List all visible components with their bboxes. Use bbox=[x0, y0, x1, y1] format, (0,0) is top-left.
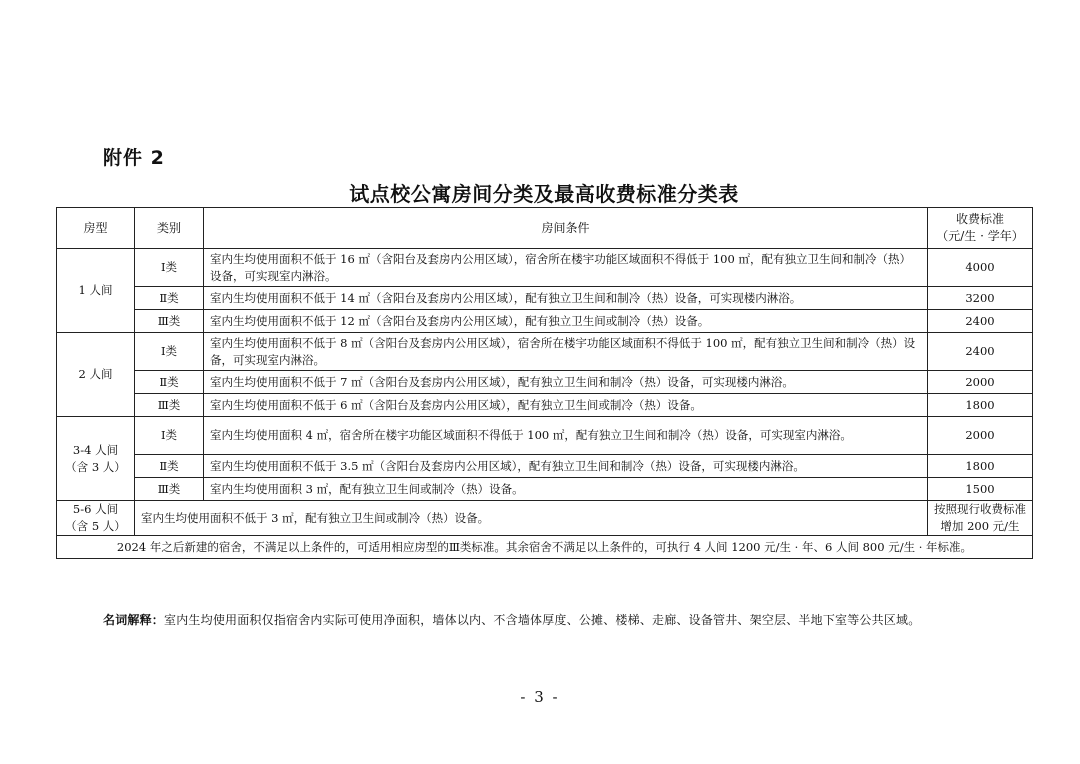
table-row bbox=[57, 249, 1033, 287]
category-cell: Ⅲ类 bbox=[135, 310, 204, 333]
fee-cell: 2400 bbox=[928, 333, 1033, 371]
fee-table bbox=[56, 207, 1033, 559]
category-cell: Ⅲ类 bbox=[135, 394, 204, 417]
table-row bbox=[57, 478, 1033, 501]
fee-line2: 增加 200 元/生 bbox=[940, 519, 1020, 533]
fee-cell bbox=[928, 501, 1033, 536]
condition-cell: 室内生均使用面积不低于 7 ㎡（含阳台及套房内公用区域），配有独立卫生间和制冷（热）设备，可实现楼内淋浴。 bbox=[204, 371, 928, 394]
condition-cell: 室内生均使用面积不低于 6 ㎡（含阳台及套房内公用区域），配有独立卫生间或制冷（热）设备。 bbox=[204, 394, 928, 417]
condition-cell: 室内生均使用面积 4 ㎡，宿舍所在楼宇功能区域面积不得低于 100 ㎡，配有独立卫生间和制冷（热）设备，可实现室内淋浴。 bbox=[204, 417, 928, 455]
fee-cell: 2000 bbox=[928, 371, 1033, 394]
table-header-row bbox=[57, 208, 1033, 249]
condition-cell: 室内生均使用面积 3 ㎡，配有独立卫生间或制冷（热）设备。 bbox=[204, 478, 928, 501]
room-type-label: 2 人间 bbox=[78, 367, 113, 381]
fee-cell: 1800 bbox=[928, 455, 1033, 478]
fee-line1: 按照现行收费标准 bbox=[934, 502, 1026, 516]
condition-cell: 室内生均使用面积不低于 3.5 ㎡（含阳台及套房内公用区域），配有独立卫生间和制冷（热）设备，可实现楼内淋浴。 bbox=[204, 455, 928, 478]
header-room-type: 房型 bbox=[57, 208, 135, 249]
room-type-cell bbox=[57, 417, 135, 501]
page-number: - 3 - bbox=[520, 688, 560, 706]
header-conditions: 房间条件 bbox=[204, 208, 928, 249]
header-fee-line1: 收费标准 bbox=[955, 212, 1004, 226]
table-row bbox=[57, 310, 1033, 333]
condition-cell: 室内生均使用面积不低于 16 ㎡（含阳台及套房内公用区域），宿舍所在楼宇功能区域面积不得低于 100 ㎡，配有独立卫生间和制冷（热）设备，可实现室内淋浴。 bbox=[204, 249, 928, 287]
fee-cell: 1500 bbox=[928, 478, 1033, 501]
room-type-sublabel: （含 3 人） bbox=[65, 459, 126, 474]
condition-cell: 室内生均使用面积不低于 14 ㎡（含阳台及套房内公用区域），配有独立卫生间和制冷（热）设备，可实现楼内淋浴。 bbox=[204, 287, 928, 310]
room-type-cell bbox=[57, 333, 135, 417]
explanation-text: 室内生均使用面积仅指宿舍内实际可使用净面积，墙体以内、不含墙体厚度、公摊、楼梯、走廊、设备管井、架空层、半地下室等公共区域。 bbox=[164, 613, 921, 627]
table-row bbox=[57, 287, 1033, 310]
table-row bbox=[57, 501, 1033, 536]
header-category: 类别 bbox=[135, 208, 204, 249]
category-cell: Ⅱ类 bbox=[135, 371, 204, 394]
footnote-cell: 2024 年之后新建的宿舍，不满足以上条件的，可适用相应房型的Ⅲ类标准。其余宿舍不满足以上条件的，可执行 4 人间 1200 元/生 · 年、6 人间 800 元/生 · 年标准。 bbox=[57, 536, 1033, 559]
annex-label: 附件 2 bbox=[103, 147, 165, 169]
fee-cell: 2000 bbox=[928, 417, 1033, 455]
term-explanation bbox=[103, 611, 920, 628]
condition-cell: 室内生均使用面积不低于 8 ㎡（含阳台及套房内公用区域），宿舍所在楼宇功能区域面积不得低于 100 ㎡，配有独立卫生间和制冷（热）设备，可实现室内淋浴。 bbox=[204, 333, 928, 371]
category-cell: Ⅱ类 bbox=[135, 455, 204, 478]
category-cell: Ⅰ类 bbox=[135, 249, 204, 287]
fee-cell: 4000 bbox=[928, 249, 1033, 287]
category-cell: Ⅰ类 bbox=[135, 333, 204, 371]
condition-cell: 室内生均使用面积不低于 12 ㎡（含阳台及套房内公用区域），配有独立卫生间或制冷（热）设备。 bbox=[204, 310, 928, 333]
table-row bbox=[57, 371, 1033, 394]
room-type-label: 1 人间 bbox=[78, 283, 113, 297]
table-row bbox=[57, 394, 1033, 417]
condition-cell: 室内生均使用面积不低于 3 ㎡，配有独立卫生间或制冷（热）设备。 bbox=[135, 501, 928, 536]
table-row bbox=[57, 455, 1033, 478]
header-fee bbox=[928, 208, 1033, 249]
table-row bbox=[57, 417, 1033, 455]
category-cell: Ⅲ类 bbox=[135, 478, 204, 501]
fee-cell: 1800 bbox=[928, 394, 1033, 417]
table-row bbox=[57, 333, 1033, 371]
category-cell: Ⅰ类 bbox=[135, 417, 204, 455]
room-type-cell bbox=[57, 249, 135, 333]
fee-cell: 2400 bbox=[928, 310, 1033, 333]
category-cell: Ⅱ类 bbox=[135, 287, 204, 310]
room-type-cell bbox=[57, 501, 135, 536]
fee-cell: 3200 bbox=[928, 287, 1033, 310]
explanation-label: 名词解释： bbox=[103, 613, 165, 627]
document-title: 试点校公寓房间分类及最高收费标准分类表 bbox=[349, 182, 739, 206]
room-type-label: 3-4 人间 bbox=[72, 442, 119, 457]
footnote-row bbox=[57, 536, 1033, 559]
header-fee-line2: （元/生 · 学年） bbox=[936, 229, 1024, 243]
room-type-label: 5-6 人间 bbox=[72, 502, 119, 516]
room-type-sublabel: （含 5 人） bbox=[65, 519, 126, 533]
